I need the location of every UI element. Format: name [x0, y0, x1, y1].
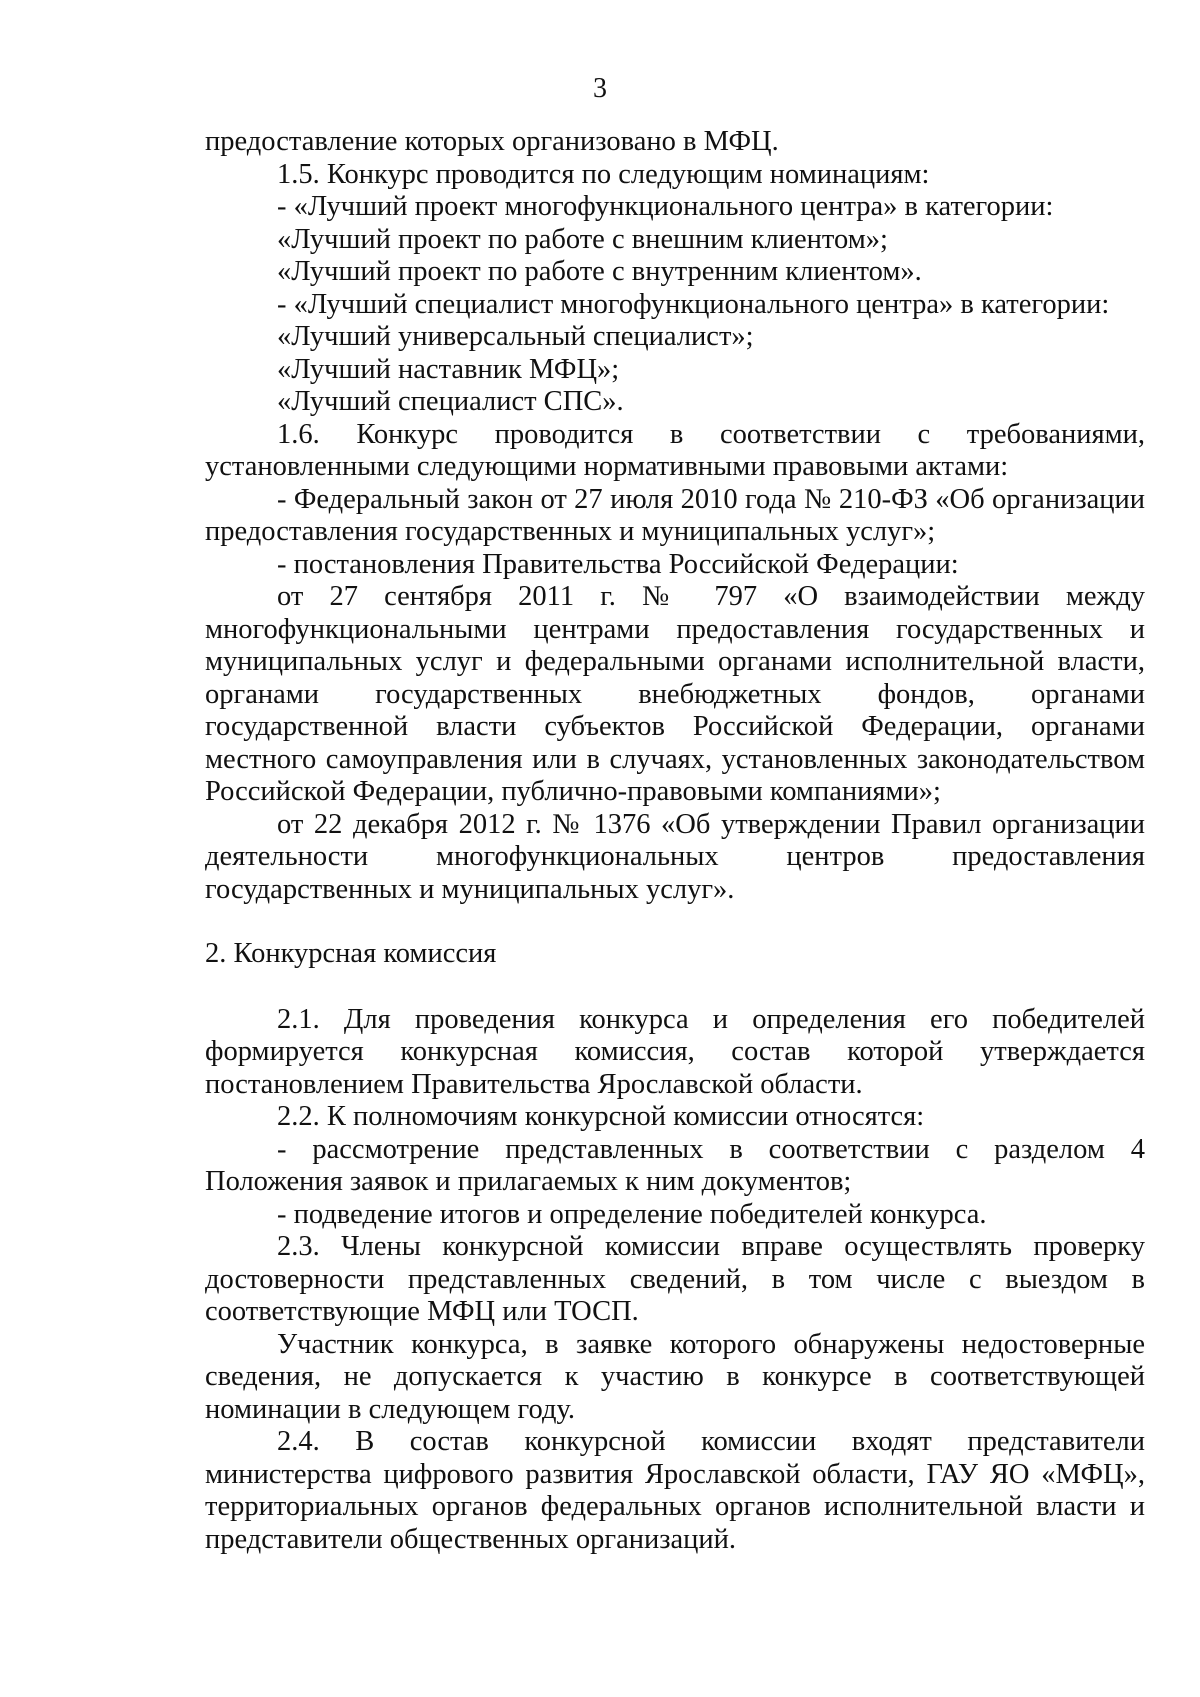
paragraph-2-2-item-2: - подведение итогов и определение победителей конкурса. — [277, 1198, 987, 1230]
paragraph-2-4: 2.4. В состав конкурсной комиссии входят представители министерства цифрового развития Ярославской области, ГАУ ЯО «МФЦ», территориальных органов федеральных органов исполнительной власти и представители общественных организаций. — [205, 1426, 1145, 1555]
paragraph-2-3: 2.3. Члены конкурсной комиссии вправе осуществлять проверку достоверности представленных сведений, в том числе с выездом в соответствующие МФЦ или ТОСП. — [205, 1231, 1145, 1327]
nomination-2-category-3: «Лучший специалист СПС». — [277, 386, 624, 417]
paragraph-2-2: 2.2. К полномочиям конкурсной комиссии относятся: — [277, 1101, 925, 1132]
legal-act-resolution-797: от 27 сентября 2011 г. № 797 «О взаимодействии между многофункциональными центрами предоставления государственных и муниципальных услуг и федеральными органами исполнительной власти, органами государственных внебюджетных фондов, органами государственной власти субъектов Российской Федерации, органами местного самоуправления или в случаях, установленных законодательством Российской Федерации, публично-правовыми компаниями»; — [205, 581, 1145, 807]
legal-act-federal-law: - Федеральный закон от 27 июля 2010 года № 210-ФЗ «Об организации предоставления государственных и муниципальных услуг»; — [205, 483, 1145, 547]
legal-act-government-resolutions: - постановления Правительства Российской Федерации: — [277, 548, 959, 580]
nomination-2-category-1: «Лучший универсальный специалист»; — [277, 321, 754, 352]
paragraph-2-3-note: Участник конкурса, в заявке которого обнаружены недостоверные сведения, не допускается к участию в конкурсе в соответствующей номинации в следующем году. — [205, 1328, 1145, 1425]
paragraph-1-5: 1.5. Конкурс проводится по следующим номинациям: — [277, 158, 930, 190]
paragraph-1-6: 1.6. Конкурс проводится в соответствии с требованиями, установленными следующими нормативными правовыми актами: — [205, 418, 1145, 482]
document-body — [205, 126, 1145, 1556]
paragraph-2-2-item-1: - рассмотрение представленных в соответствии с разделом 4 Положения заявок и прилагаемых к ним документов; — [205, 1133, 1145, 1197]
nomination-1-category-2: «Лучший проект по работе с внутренним клиентом». — [277, 256, 922, 287]
legal-act-resolution-1376: от 22 декабря 2012 г. № 1376 «Об утверждении Правил организации деятельности многофункциональных центров предоставления государственных и муниципальных услуг». — [205, 808, 1145, 905]
paragraph-2-1: 2.1. Для проведения конкурса и определения его победителей формируется конкурсная комиссия, состав которой утверждается постановлением Правительства Ярославской области. — [205, 1003, 1145, 1100]
nomination-2-category-2: «Лучший наставник МФЦ»; — [277, 353, 620, 385]
section-heading: 2. Конкурсная комиссия — [205, 938, 497, 969]
page-number: 3 — [593, 73, 607, 104]
nomination-1: - «Лучший проект многофункционального центра» в категории: — [277, 191, 1054, 222]
nomination-1-category-1: «Лучший проект по работе с внешним клиентом»; — [277, 223, 888, 255]
nomination-2: - «Лучший специалист многофункционального центра» в категории: — [277, 288, 1110, 320]
paragraph-continuation: предоставление которых организовано в МФЦ. — [205, 126, 779, 157]
